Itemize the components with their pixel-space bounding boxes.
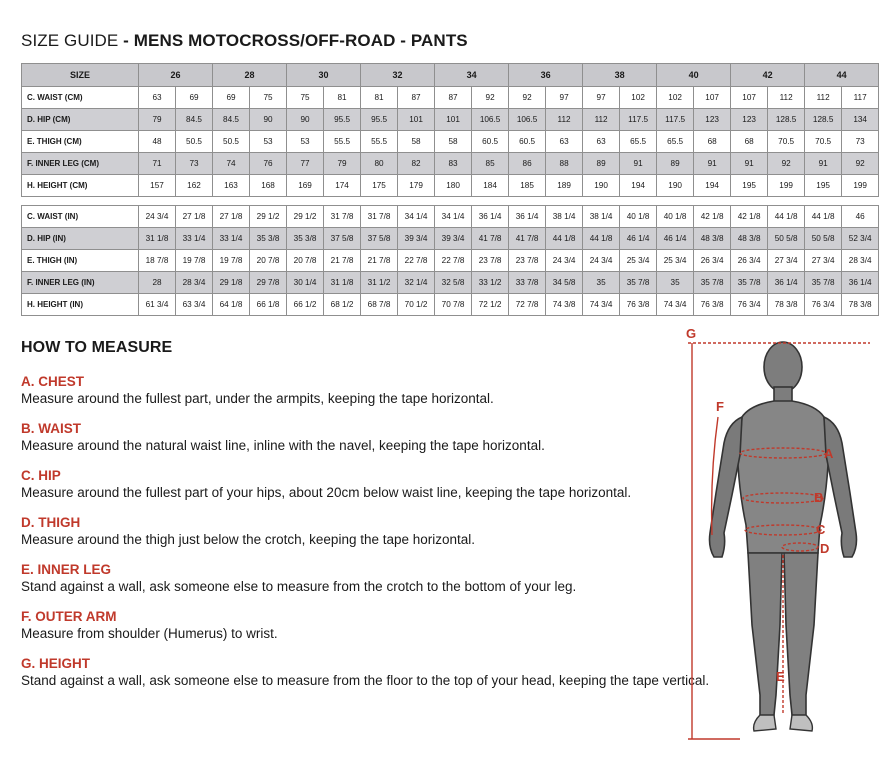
table-cell: 95.5 (324, 109, 361, 131)
size-header-cell: 30 (287, 64, 361, 87)
title-prefix: SIZE GUIDE (21, 31, 119, 50)
measure-item-desc: Measure from shoulder (Humerus) to wrist. (21, 626, 278, 641)
table-cell: 46 1/4 (657, 228, 694, 250)
label-f: F (716, 399, 724, 414)
label-g: G (686, 326, 697, 341)
table-cell: 48 (139, 131, 176, 153)
table-cell: 68 7/8 (361, 294, 398, 316)
row-label: D. HIP (IN) (22, 228, 139, 250)
table-cell: 106.5 (472, 109, 509, 131)
table-cell: 63 3/4 (176, 294, 213, 316)
row-label: F. INNER LEG (IN) (22, 272, 139, 294)
table-cell: 53 (250, 131, 287, 153)
table-cell: 48 3/8 (731, 228, 768, 250)
table-cell: 55.5 (361, 131, 398, 153)
table-cell: 85 (472, 153, 509, 175)
table-cell: 20 7/8 (250, 250, 287, 272)
table-cell: 91 (731, 153, 768, 175)
measure-item-name: G. HEIGHT (21, 656, 91, 671)
size-header-label: SIZE (22, 64, 139, 87)
measure-item-desc: Stand against a wall, ask someone else to measure from the crotch to the bottom of your leg. (21, 579, 577, 594)
table-cell: 23 7/8 (472, 250, 509, 272)
table-cell: 174 (324, 175, 361, 197)
table-cell: 194 (620, 175, 657, 197)
table-cell: 123 (731, 109, 768, 131)
table-cell: 199 (768, 175, 805, 197)
table-cell: 75 (287, 87, 324, 109)
table-cell: 189 (546, 175, 583, 197)
measure-item (21, 421, 671, 454)
table-cell: 22 7/8 (398, 250, 435, 272)
table-cell: 33 1/2 (472, 272, 509, 294)
size-header-cell: 36 (509, 64, 583, 87)
table-cell: 24 3/4 (583, 250, 620, 272)
table-cell: 65.5 (620, 131, 657, 153)
table-cell: 92 (472, 87, 509, 109)
table-cell: 92 (768, 153, 805, 175)
measure-item-name: E. INNER LEG (21, 562, 112, 577)
table-cell: 64 1/8 (213, 294, 250, 316)
table-cell: 69 (213, 87, 250, 109)
table-cell: 74 (213, 153, 250, 175)
table-cell: 27 3/4 (768, 250, 805, 272)
table-cell: 90 (287, 109, 324, 131)
table-cell: 76 3/4 (731, 294, 768, 316)
table-cell: 34 1/4 (398, 206, 435, 228)
table-cell: 74 3/8 (546, 294, 583, 316)
table-cell: 35 7/8 (731, 272, 768, 294)
table-cell: 39 3/4 (435, 228, 472, 250)
row-label: E. THIGH (CM) (22, 131, 139, 153)
table-cell: 128.5 (805, 109, 842, 131)
table-cell: 31 1/8 (139, 228, 176, 250)
table-cell: 195 (805, 175, 842, 197)
table-cell: 63 (139, 87, 176, 109)
table-cell: 29 1/2 (287, 206, 324, 228)
table-cell: 169 (287, 175, 324, 197)
table-cell: 34 5/8 (546, 272, 583, 294)
size-header-cell: 34 (435, 64, 509, 87)
table-cell: 83 (435, 153, 472, 175)
row-label: C. WAIST (CM) (22, 87, 139, 109)
table-cell: 89 (583, 153, 620, 175)
table-cell: 84.5 (176, 109, 213, 131)
label-a: A (824, 446, 834, 461)
table-cell: 18 7/8 (139, 250, 176, 272)
table-cell: 39 3/4 (398, 228, 435, 250)
how-to-measure-section (21, 339, 710, 703)
table-cell: 58 (398, 131, 435, 153)
measure-item-desc: Measure around the natural waist line, inline with the navel, keeping the tape horizontal. (21, 438, 545, 453)
size-header-cell: 32 (361, 64, 435, 87)
size-header-cell: 26 (139, 64, 213, 87)
table-cell: 68 (694, 131, 731, 153)
table-cell: 42 1/8 (731, 206, 768, 228)
table-cell: 28 3/4 (176, 272, 213, 294)
table-cell: 35 7/8 (694, 272, 731, 294)
table-row (22, 109, 879, 131)
table-cell: 35 3/8 (250, 228, 287, 250)
table-cell: 88 (546, 153, 583, 175)
measure-item-desc: Stand against a wall, ask someone else to measure from the floor to the top of your head, keeping the tape vertical. (21, 673, 710, 688)
table-cell: 21 7/8 (361, 250, 398, 272)
table-cell: 66 1/2 (287, 294, 324, 316)
table-cell: 74 3/4 (657, 294, 694, 316)
table-cell: 38 1/4 (583, 206, 620, 228)
measure-item-desc: Measure around the fullest part, under the armpits, keeping the tape horizontal. (21, 391, 494, 406)
table-cell: 37 5/8 (324, 228, 361, 250)
table-cell: 44 1/8 (583, 228, 620, 250)
table-cell: 38 1/4 (546, 206, 583, 228)
table-cell: 78 3/8 (768, 294, 805, 316)
table-cell: 68 1/2 (324, 294, 361, 316)
table-cell: 190 (583, 175, 620, 197)
table-cell: 71 (139, 153, 176, 175)
table-cell: 86 (509, 153, 546, 175)
table-cell: 76 3/8 (620, 294, 657, 316)
table-cell: 55.5 (324, 131, 361, 153)
table-cell: 90 (250, 109, 287, 131)
table-cell: 184 (472, 175, 509, 197)
table-cell: 53 (287, 131, 324, 153)
table-cell: 106.5 (509, 109, 546, 131)
table-cell: 33 1/4 (176, 228, 213, 250)
table-cell: 41 7/8 (509, 228, 546, 250)
table-cell: 40 1/8 (620, 206, 657, 228)
table-cell: 58 (435, 131, 472, 153)
table-cell: 31 7/8 (361, 206, 398, 228)
table-cell: 70 7/8 (435, 294, 472, 316)
table-cell: 33 7/8 (509, 272, 546, 294)
table-cell: 60.5 (472, 131, 509, 153)
table-cell: 40 1/8 (657, 206, 694, 228)
table-cell: 194 (694, 175, 731, 197)
table-cell: 65.5 (657, 131, 694, 153)
table-cell: 30 1/4 (287, 272, 324, 294)
size-header-cell: 42 (731, 64, 805, 87)
table-cell: 63 (546, 131, 583, 153)
table-cell: 91 (694, 153, 731, 175)
table-cell: 163 (213, 175, 250, 197)
table-cell: 35 3/8 (287, 228, 324, 250)
size-table (21, 63, 879, 316)
table-cell: 84.5 (213, 109, 250, 131)
table-cell: 73 (176, 153, 213, 175)
table-cell: 70.5 (805, 131, 842, 153)
table-cell: 31 1/8 (324, 272, 361, 294)
table-cell: 97 (583, 87, 620, 109)
table-cell: 28 (139, 272, 176, 294)
table-cell: 175 (361, 175, 398, 197)
table-cell: 97 (546, 87, 583, 109)
table-row (22, 250, 879, 272)
table-cell: 70.5 (768, 131, 805, 153)
table-cell: 79 (139, 109, 176, 131)
table-cell: 63 (583, 131, 620, 153)
table-spacer (22, 197, 879, 206)
table-cell: 74 3/4 (583, 294, 620, 316)
table-cell: 37 5/8 (361, 228, 398, 250)
table-cell: 81 (324, 87, 361, 109)
table-row (22, 206, 879, 228)
table-cell: 68 (731, 131, 768, 153)
table-cell: 20 7/8 (287, 250, 324, 272)
measure-item-name: D. THIGH (21, 515, 81, 530)
table-row (22, 153, 879, 175)
table-cell: 112 (768, 87, 805, 109)
measure-item (21, 468, 671, 501)
table-cell: 22 7/8 (435, 250, 472, 272)
table-cell: 117.5 (620, 109, 657, 131)
table-cell: 24 3/4 (139, 206, 176, 228)
row-label: D. HIP (CM) (22, 109, 139, 131)
size-header-cell: 38 (583, 64, 657, 87)
row-label: F. INNER LEG (CM) (22, 153, 139, 175)
table-row (22, 131, 879, 153)
table-cell: 117.5 (657, 109, 694, 131)
table-cell: 35 (657, 272, 694, 294)
table-cell: 24 3/4 (546, 250, 583, 272)
table-cell: 92 (509, 87, 546, 109)
measure-item (21, 609, 671, 642)
table-cell: 23 7/8 (509, 250, 546, 272)
size-header-cell: 28 (213, 64, 287, 87)
table-cell: 162 (176, 175, 213, 197)
table-cell: 28 3/4 (842, 250, 879, 272)
table-cell: 36 1/4 (842, 272, 879, 294)
table-cell: 199 (842, 175, 879, 197)
table-cell: 35 7/8 (620, 272, 657, 294)
table-cell: 117 (842, 87, 879, 109)
table-cell: 102 (657, 87, 694, 109)
label-c: C (816, 522, 826, 537)
table-cell: 33 1/4 (213, 228, 250, 250)
table-cell: 179 (398, 175, 435, 197)
label-b: B (814, 490, 824, 505)
table-cell: 101 (398, 109, 435, 131)
table-cell: 36 1/4 (768, 272, 805, 294)
label-d: D (820, 541, 830, 556)
table-cell: 44 1/8 (546, 228, 583, 250)
table-row (22, 175, 879, 197)
table-cell: 89 (657, 153, 694, 175)
table-cell: 34 1/4 (435, 206, 472, 228)
table-cell: 101 (435, 109, 472, 131)
measure-item (21, 515, 671, 548)
table-cell: 72 1/2 (472, 294, 509, 316)
measure-item (21, 656, 710, 689)
table-cell: 31 1/2 (361, 272, 398, 294)
table-cell: 61 3/4 (139, 294, 176, 316)
table-cell: 107 (731, 87, 768, 109)
table-cell: 48 3/8 (694, 228, 731, 250)
body-measurement-figure (680, 325, 880, 745)
row-label: H. HEIGHT (IN) (22, 294, 139, 316)
table-cell: 29 1/8 (213, 272, 250, 294)
table-cell: 112 (805, 87, 842, 109)
table-cell: 190 (657, 175, 694, 197)
table-row (22, 87, 879, 109)
how-to-measure-heading: HOW TO MEASURE (21, 339, 173, 356)
table-cell: 60.5 (509, 131, 546, 153)
measure-item-name: C. HIP (21, 468, 61, 483)
table-cell: 87 (435, 87, 472, 109)
table-cell: 36 1/4 (509, 206, 546, 228)
table-cell: 44 1/8 (768, 206, 805, 228)
measure-item-name: A. CHEST (21, 374, 85, 389)
table-cell: 52 3/4 (842, 228, 879, 250)
table-cell: 35 7/8 (805, 272, 842, 294)
table-cell: 26 3/4 (694, 250, 731, 272)
table-cell: 41 7/8 (472, 228, 509, 250)
table-cell: 76 (250, 153, 287, 175)
table-cell: 19 7/8 (213, 250, 250, 272)
measure-item-desc: Measure around the fullest part of your hips, about 20cm below waist line, keeping the tape horizontal. (21, 485, 632, 500)
table-cell: 26 3/4 (731, 250, 768, 272)
table-cell: 25 3/4 (620, 250, 657, 272)
table-cell: 36 1/4 (472, 206, 509, 228)
table-cell: 123 (694, 109, 731, 131)
table-cell: 195 (731, 175, 768, 197)
table-cell: 91 (805, 153, 842, 175)
title-main: - MENS MOTOCROSS/OFF-ROAD - PANTS (118, 31, 468, 50)
table-cell: 92 (842, 153, 879, 175)
table-cell: 35 (583, 272, 620, 294)
table-cell: 21 7/8 (324, 250, 361, 272)
measure-item (21, 374, 671, 407)
size-header-cell: 40 (657, 64, 731, 87)
table-cell: 102 (620, 87, 657, 109)
row-label: H. HEIGHT (CM) (22, 175, 139, 197)
table-cell: 32 1/4 (398, 272, 435, 294)
table-row (22, 272, 879, 294)
table-cell: 50.5 (176, 131, 213, 153)
table-cell: 76 3/8 (694, 294, 731, 316)
table-cell: 87 (398, 87, 435, 109)
row-label: C. WAIST (IN) (22, 206, 139, 228)
table-cell: 128.5 (768, 109, 805, 131)
table-spacer-cell (22, 197, 879, 206)
table-cell: 50 5/8 (805, 228, 842, 250)
label-e: E (776, 669, 785, 684)
table-cell: 75 (250, 87, 287, 109)
table-cell: 25 3/4 (657, 250, 694, 272)
table-cell: 81 (361, 87, 398, 109)
table-cell: 107 (694, 87, 731, 109)
table-cell: 82 (398, 153, 435, 175)
table-cell: 50.5 (213, 131, 250, 153)
table-cell: 70 1/2 (398, 294, 435, 316)
table-cell: 66 1/8 (250, 294, 287, 316)
table-cell: 31 7/8 (324, 206, 361, 228)
table-cell: 112 (583, 109, 620, 131)
table-cell: 80 (361, 153, 398, 175)
page-title (21, 31, 468, 51)
measure-item (21, 562, 671, 595)
table-cell: 27 1/8 (213, 206, 250, 228)
size-header-row (22, 64, 879, 87)
table-cell: 27 1/8 (176, 206, 213, 228)
table-cell: 157 (139, 175, 176, 197)
table-cell: 180 (435, 175, 472, 197)
table-cell: 79 (324, 153, 361, 175)
table-cell: 50 5/8 (768, 228, 805, 250)
measure-item-desc: Measure around the thigh just below the crotch, keeping the tape horizontal. (21, 532, 476, 547)
table-cell: 29 1/2 (250, 206, 287, 228)
table-cell: 134 (842, 109, 879, 131)
table-cell: 168 (250, 175, 287, 197)
table-cell: 19 7/8 (176, 250, 213, 272)
table-row (22, 294, 879, 316)
size-header-cell: 44 (805, 64, 879, 87)
table-cell: 42 1/8 (694, 206, 731, 228)
table-cell: 91 (620, 153, 657, 175)
measure-item-name: B. WAIST (21, 421, 81, 436)
table-cell: 69 (176, 87, 213, 109)
table-cell: 78 3/8 (842, 294, 879, 316)
table-cell: 44 1/8 (805, 206, 842, 228)
table-cell: 73 (842, 131, 879, 153)
measure-item-name: F. OUTER ARM (21, 609, 117, 624)
table-row (22, 228, 879, 250)
table-cell: 29 7/8 (250, 272, 287, 294)
row-label: E. THIGH (IN) (22, 250, 139, 272)
table-cell: 112 (546, 109, 583, 131)
table-cell: 76 3/4 (805, 294, 842, 316)
table-cell: 72 7/8 (509, 294, 546, 316)
table-cell: 32 5/8 (435, 272, 472, 294)
table-cell: 77 (287, 153, 324, 175)
table-cell: 27 3/4 (805, 250, 842, 272)
table-cell: 185 (509, 175, 546, 197)
table-cell: 46 1/4 (620, 228, 657, 250)
table-cell: 46 (842, 206, 879, 228)
table-cell: 95.5 (361, 109, 398, 131)
